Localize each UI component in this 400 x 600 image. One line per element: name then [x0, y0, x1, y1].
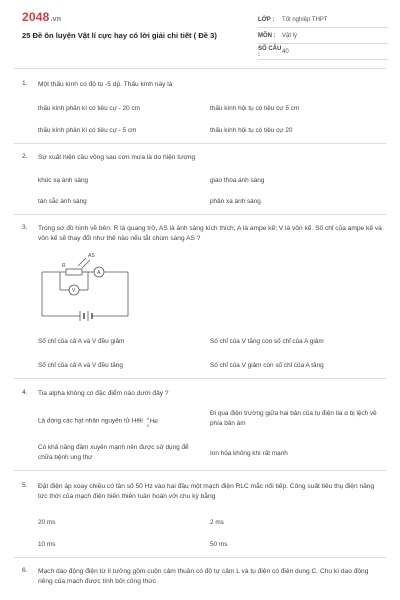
question-text: Mạch dao động điện từ lí tưởng gồm cuộn cảm thuần có độ tự cảm L và tụ điện có điện dung C. Chu kì dao động riêng của mạch được tính bởi công thức: [38, 568, 369, 585]
option-text: Là dòng các hạt nhân nguyên tử Hêli: [38, 417, 143, 425]
option-d[interactable]: Số chỉ của V giảm còn số chỉ của A tăng: [210, 362, 324, 369]
option-a[interactable]: 20 ms: [38, 519, 56, 526]
option-b[interactable]: Đi qua điện trường giữa hai bản của tụ điện tia α bị lệch về phía bản âm: [210, 410, 377, 427]
option-b[interactable]: thấu kính hội tụ có tiêu cự 5 cm: [210, 105, 300, 112]
meta-row-class: [258, 12, 388, 28]
option-b[interactable]: giao thoa ánh sáng: [210, 177, 265, 184]
page-header: [0, 0, 400, 64]
option-b[interactable]: Số chỉ của V tăng còn số chỉ của A giảm: [210, 338, 324, 345]
question-text: Tia alpha không có đặc điểm nào dưới đây ?: [38, 390, 169, 397]
mass-number: 4: [146, 416, 149, 421]
document-meta: [258, 12, 388, 60]
question-number: 4.: [22, 389, 28, 396]
option-d[interactable]: phản xạ ánh sáng: [210, 198, 261, 205]
question-number: 1.: [22, 80, 28, 87]
option-a[interactable]: thấu kính phân kì có tiêu cự - 20 cm: [38, 105, 140, 112]
question-number: 5.: [22, 482, 28, 489]
question-text: Đặt điện áp xoay chiều có tần số 50 Hz vào hai đầu một mạch điện RLC mắc nối tiếp. Công suất tiêu thụ điện năng tức thời của mạch điện biến thiên tuần hoàn với chu kỳ bằng: [38, 483, 375, 500]
atomic-number: 2: [146, 423, 149, 428]
question-number: 3.: [22, 224, 28, 231]
meta-row-count: [258, 44, 388, 60]
question-text: Sự xuất hiện cầu vồng sau cơn mưa là do hiện tượng: [38, 154, 196, 161]
option-c[interactable]: Có khả năng đâm xuyên mạnh nên được sử dụng để chữa bệnh ung thư: [38, 444, 189, 461]
meta-label: SỐ CÂU :: [258, 45, 282, 58]
meta-value: Tốt nghiệp THPT: [282, 16, 328, 23]
circuit-diagram: [36, 250, 136, 322]
question-text: Trong sơ đồ hình vẽ bên: R là quang trở, AS là ánh sáng kích thích; A là ampe kế; V là vôn kế. Số chỉ của ampe kế và vôn kế sẽ thay đổi như thế nào nếu tắt chùm sáng AS ?: [38, 225, 382, 242]
divider: [14, 143, 386, 144]
document-title: 25 Đề ôn luyện Vật lí cực hay có lời giải chi tiết ( Đề 3): [22, 31, 217, 40]
meta-value: Vật lý: [282, 32, 298, 39]
site-logo[interactable]: 2048.vn: [22, 10, 62, 24]
option-c[interactable]: thấu kính phân kì có tiêu cự - 5 cm: [38, 127, 137, 134]
divider: [14, 68, 386, 69]
divider: [14, 470, 386, 471]
meta-row-subject: [258, 28, 388, 44]
divider: [14, 378, 386, 379]
meta-label: LỚP :: [258, 16, 275, 23]
option-a[interactable]: [38, 416, 203, 427]
divider: [14, 214, 386, 215]
option-c[interactable]: Số chỉ của cả A và V đều tăng: [38, 362, 123, 369]
option-d[interactable]: Ion hóa không khí rất mạnh: [210, 450, 288, 457]
option-c[interactable]: tán sắc ánh sáng: [38, 198, 87, 205]
option-b[interactable]: 2 ms: [210, 519, 224, 526]
question-number: 6.: [22, 567, 28, 574]
option-c[interactable]: 10 ms: [38, 541, 56, 548]
option-d[interactable]: thấu kính hội tụ có tiêu cự 20: [210, 127, 293, 134]
option-a[interactable]: Số chỉ của cả A và V đều giảm: [38, 338, 125, 345]
helium-symbol: [147, 416, 161, 426]
label-a: A: [97, 270, 101, 276]
divider: [14, 557, 386, 558]
question-text: Một thấu kính có độ tụ -5 dp. Thấu kính này là: [38, 81, 173, 88]
label-r: R: [62, 263, 66, 269]
option-a[interactable]: khúc xạ ánh sáng: [38, 177, 89, 184]
meta-value: 40: [282, 48, 289, 55]
meta-label: MÔN :: [258, 32, 276, 39]
resistor-r: [66, 269, 82, 275]
question-number: 2.: [22, 153, 28, 160]
element-symbol: He: [149, 418, 158, 425]
label-v: V: [72, 288, 76, 294]
label-as: AS: [88, 253, 95, 259]
option-d[interactable]: 50 ms: [210, 541, 228, 548]
